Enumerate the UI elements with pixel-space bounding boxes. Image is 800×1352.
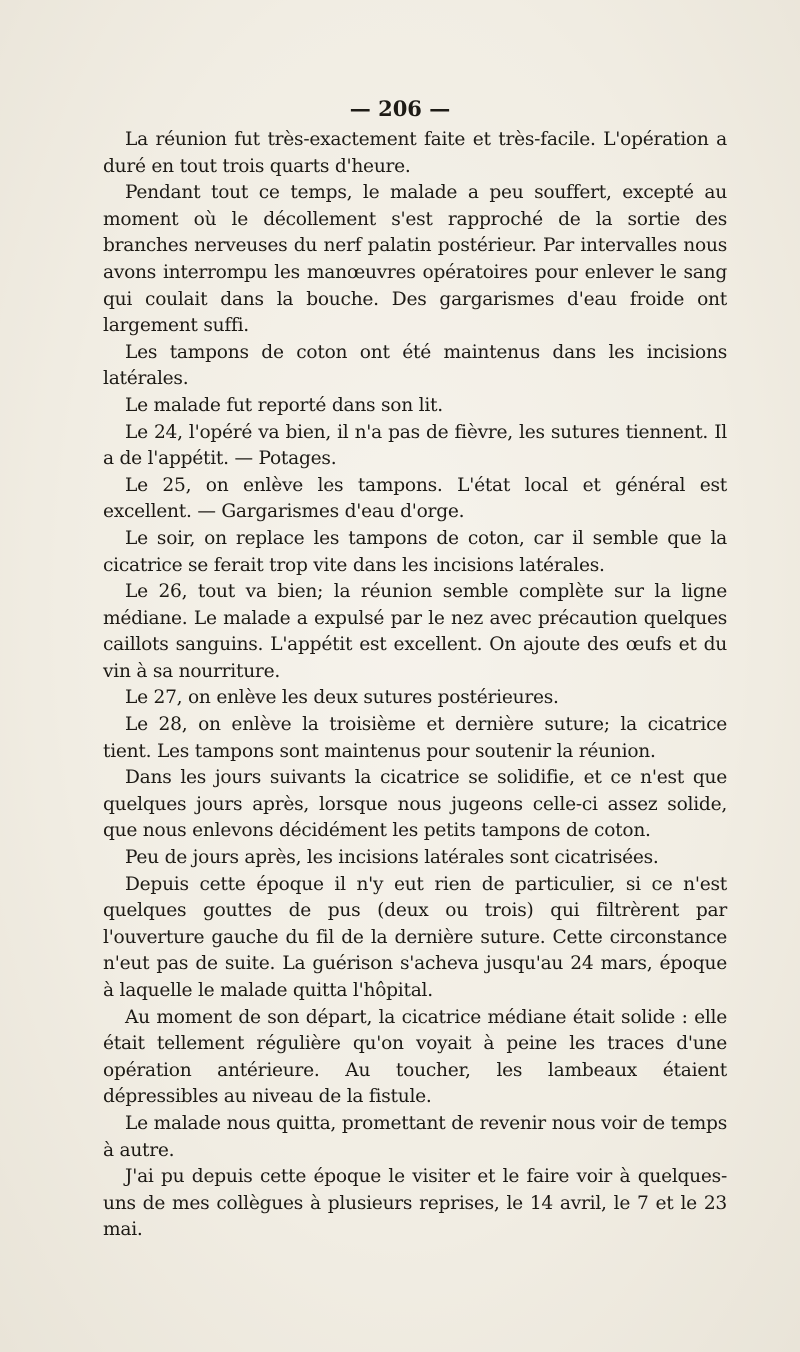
- paragraph: Dans les jours suivants la cicatrice se solidifie, et ce n'est que quelques jours après, lorsque nous jugeons celle-ci assez solide, que nous enlevons décidément les petits tampons de coton.: [103, 767, 727, 842]
- paragraph: Le malade nous quitta, promettant de revenir nous voir de temps à autre.: [103, 1112, 727, 1161]
- paragraph: Les tampons de coton ont été maintenus dans les incisions latérales.: [103, 341, 727, 390]
- paragraph: La réunion fut très-exactement faite et très-facile. L'opération a duré en tout trois quarts d'heure.: [103, 129, 727, 177]
- paragraph: Le soir, on replace les tampons de coton, car il semble que la cicatrice se ferait trop vite dans les incisions latérales.: [103, 527, 727, 576]
- paragraph: Le malade fut reporté dans son lit.: [125, 394, 443, 416]
- body-text: [103, 127, 727, 1244]
- paragraph: Au moment de son départ, la cicatrice médiane était solide : elle était tellement régulière qu'on voyait à peine les traces d'une opération antérieure. Au toucher, les lambeaux étaient dépressibles au niveau de la fistule.: [103, 1006, 727, 1108]
- paragraph: Le 27, on enlève les deux sutures postérieures.: [125, 687, 559, 709]
- paragraph: Depuis cette époque il n'y eut rien de particulier, si ce n'est quelques gouttes de pus (deux ou trois) qui filtrèrent par l'ouverture gauche du fil de la dernière suture. Cette circonstance n'eut pas de suite. La guérison s'acheva jusqu'au 24 mars, époque à laquelle le malade quitta l'hôpital.: [103, 873, 727, 1001]
- paragraph: Peu de jours après, les incisions latérales sont cicatrisées.: [125, 847, 659, 869]
- paragraph: Le 24, l'opéré va bien, il n'a pas de fièvre, les sutures tiennent. Il a de l'appétit. — Potages.: [103, 421, 727, 470]
- paragraph: Pendant tout ce temps, le malade a peu souffert, excepté au moment où le décollement s'est rapproché de la sortie des branches nerveuses du nerf palatin postérieur. Par intervalles nous avons interrompu les manœuvres opératoires pour enlever le sang qui coulait dans la bouche. Des gargarismes d'eau froide ont largement suffi.: [103, 182, 727, 337]
- paragraph: Le 26, tout va bien; la réunion semble complète sur la ligne médiane. Le malade a expulsé par le nez avec précaution quelques caillots sanguins. L'appétit est excellent. On ajoute des œufs et du vin à sa nourriture.: [103, 581, 727, 682]
- paragraph: Le 28, on enlève la troisième et dernière suture; la cicatrice tient. Les tampons sont maintenus pour soutenir la réunion.: [103, 714, 727, 762]
- paragraph: Le 25, on enlève les tampons. L'état local et général est excellent. — Gargarismes d'eau d'orge.: [103, 474, 727, 523]
- paragraph: J'ai pu depuis cette époque le visiter et le faire voir à quelques-uns de mes collègues à plusieurs reprises, le 14 avril, le 7 et le 23 mai.: [103, 1166, 727, 1241]
- page-number: — 206 —: [349, 96, 451, 121]
